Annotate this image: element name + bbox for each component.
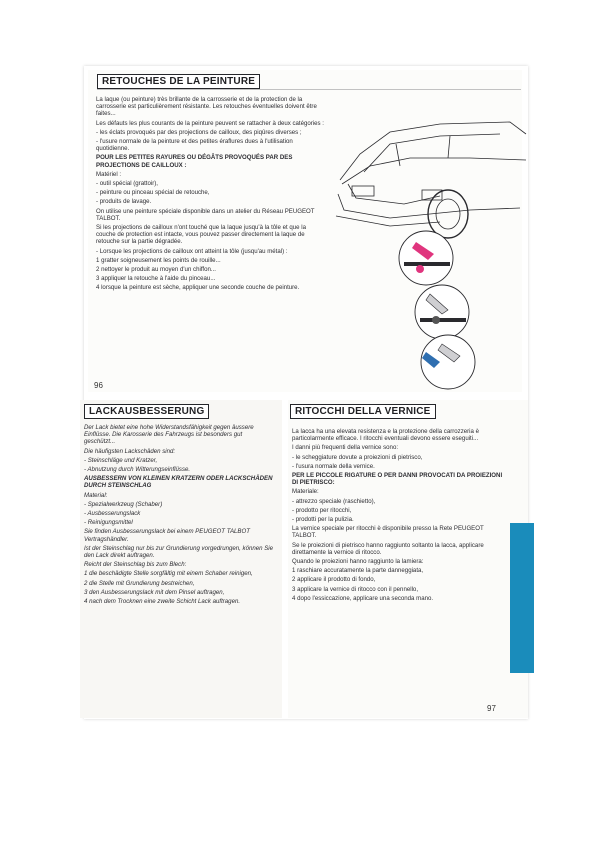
paragraph: - l'usura normale della vernice. [292,462,375,470]
paragraph: POUR LES PETITES RAYURES OU DÉGÂTS PROVOQUÉS PAR DES PROJECTIONS DE CAILLOUX : [96,154,295,169]
body-text-fr [96,96,324,358]
paragraph: 2 applicare il prodotto di fondo, [292,576,376,584]
divider [97,89,521,90]
paragraph: - prodotto per ritocchi, [292,506,352,514]
paragraph: Material: [84,491,108,499]
paragraph: Die häufigsten Lackschäden sind: [84,447,176,455]
paragraph: - Spezialwerkzeug (Schaber) [84,500,163,508]
paragraph: PER LE PICCOLE RIGATURE O PER DANNI PROVOCATI DA PROIEZIONI DI PIETRISCO: [292,472,504,487]
body-text-de [84,424,274,714]
paragraph: - le scheggiature dovute a proiezioni di pietrisco, [292,453,423,461]
heading-lackausbesserung: LACKAUSBESSERUNG [84,404,209,419]
paragraph: I danni più frequenti della vernice sono: [292,444,399,452]
paragraph: - Abnutzung durch Witterungseinflüsse. [84,466,191,474]
paragraph: Sie finden Ausbesserungslack bei einem PEUGEOT TALBOT Vertragshändler. [84,528,252,543]
paragraph: AUSBESSERN VON KLEINEN KRATZERN ODER LACKSCHÄDEN DURCH STEINSCHLAG [84,475,275,490]
paragraph: Se le proiezioni di pietrisco hanno raggiunto soltanto la lacca, applicare direttamente la vernice di ritocco. [292,541,486,556]
paragraph: Les défauts les plus courants de la peinture peuvent se rattacher à deux catégories : [96,119,324,127]
paragraph: Materiale: [292,488,319,496]
page-number-96: 96 [94,381,103,390]
paragraph: 1 gratter soigneusement les points de rouille... [96,256,221,264]
blue-thumb-index [510,523,534,673]
paragraph: 1 raschiare accuratamente la parte danneggiata, [292,567,424,575]
heading-ritocchi: RITOCCHI DELLA VERNICE [290,404,436,419]
paragraph: - Lorsque les projections de cailloux ont atteint la tôle (jusqu'au métal) : [96,247,288,255]
paragraph: 2 die Stelle mit Grundierung bestreichen, [84,579,195,587]
paragraph: - produits de lavage. [96,198,152,206]
paragraph: Der Lack bietet eine hohe Widerstandsfähigkeit gegen äussere Einflüsse. Die Karosserie des Fahrzeugs ist besonders gut geschützt... [84,424,256,446]
paragraph: 3 appliquer la retouche à l'aide du pinceau... [96,275,216,283]
paragraph: - prodotti per la pulizia. [292,516,354,524]
paragraph: - Steinschläge und Kratzer, [84,456,158,464]
paragraph: Reicht der Steinschlag bis zum Blech: [84,561,187,569]
paragraph: Ist der Steinschlag nur bis zur Grundierung vorgedrungen, können Sie den Lack direkt auftragen. [84,544,275,560]
heading-retouches: RETOUCHES DE LA PEINTURE [97,74,260,89]
paragraph: - peinture ou pinceau spécial de retouche, [96,189,210,197]
page-number-97: 97 [487,704,496,713]
paragraph: 4 nach dem Trocknen eine zweite Schicht Lack auftragen. [84,598,241,606]
paragraph: - Ausbesserungslack [84,510,141,518]
paragraph: La lacca ha una elevata resistenza e la protezione della carrozzeria è particolarmente efficace. I ritocchi eventuali devono essere eseguiti... [292,428,481,443]
car-paint-illustration [330,114,526,374]
paragraph: On utilise une peinture spéciale disponible dans un atelier du Réseau PEUGEOT TALBOT. [96,207,316,222]
paragraph: La vernice speciale per ritocchi è disponibile presso la Rete PEUGEOT TALBOT. [292,525,486,540]
paragraph: 2 nettoyer le produit au moyen d'un chiffon... [96,266,216,274]
body-text-it [292,428,504,692]
paragraph: 4 lorsque la peinture est sèche, appliquer une seconde couche de peinture. [96,284,300,292]
paragraph: 3 den Ausbesserungslack mit dem Pinsel auftragen, [84,588,225,596]
paragraph: 1 die beschädigte Stelle sorgfältig mit einem Schaber reinigen, [84,570,253,578]
paragraph: Matériel : [96,170,122,178]
paragraph: - attrezzo speciale (raschietto), [292,497,376,505]
paragraph: - l'usure normale de la peinture et des petites éraflures dues à l'utilisation quotidienne. [96,138,295,153]
paragraph: - Reinigungsmittel [84,519,133,527]
paragraph: - les éclats provoqués par des projections de cailloux, des piqûres diverses ; [96,128,302,136]
paragraph: La laque (ou peinture) très brillante de la carrosserie et de la protection de la carrosserie est particulièrement résistante. Les retouches éventuelles doivent être faites... [96,96,319,118]
paragraph: 4 dopo l'essiccazione, applicare una seconda mano. [292,594,434,602]
paragraph: - outil spécial (grattoir), [96,180,158,188]
paragraph: 3 applicare la vernice di ritocco con il pennello, [292,585,419,593]
paragraph: Si les projections de cailloux n'ont touché que la laque jusqu'à la tôle et que la couche de protection est intacte, vous pouvez passer directement la laque de retouche sur la partie dégradée. [96,224,308,246]
paragraph: Quando le proiezioni hanno raggiunto la lamiera: [292,558,424,566]
